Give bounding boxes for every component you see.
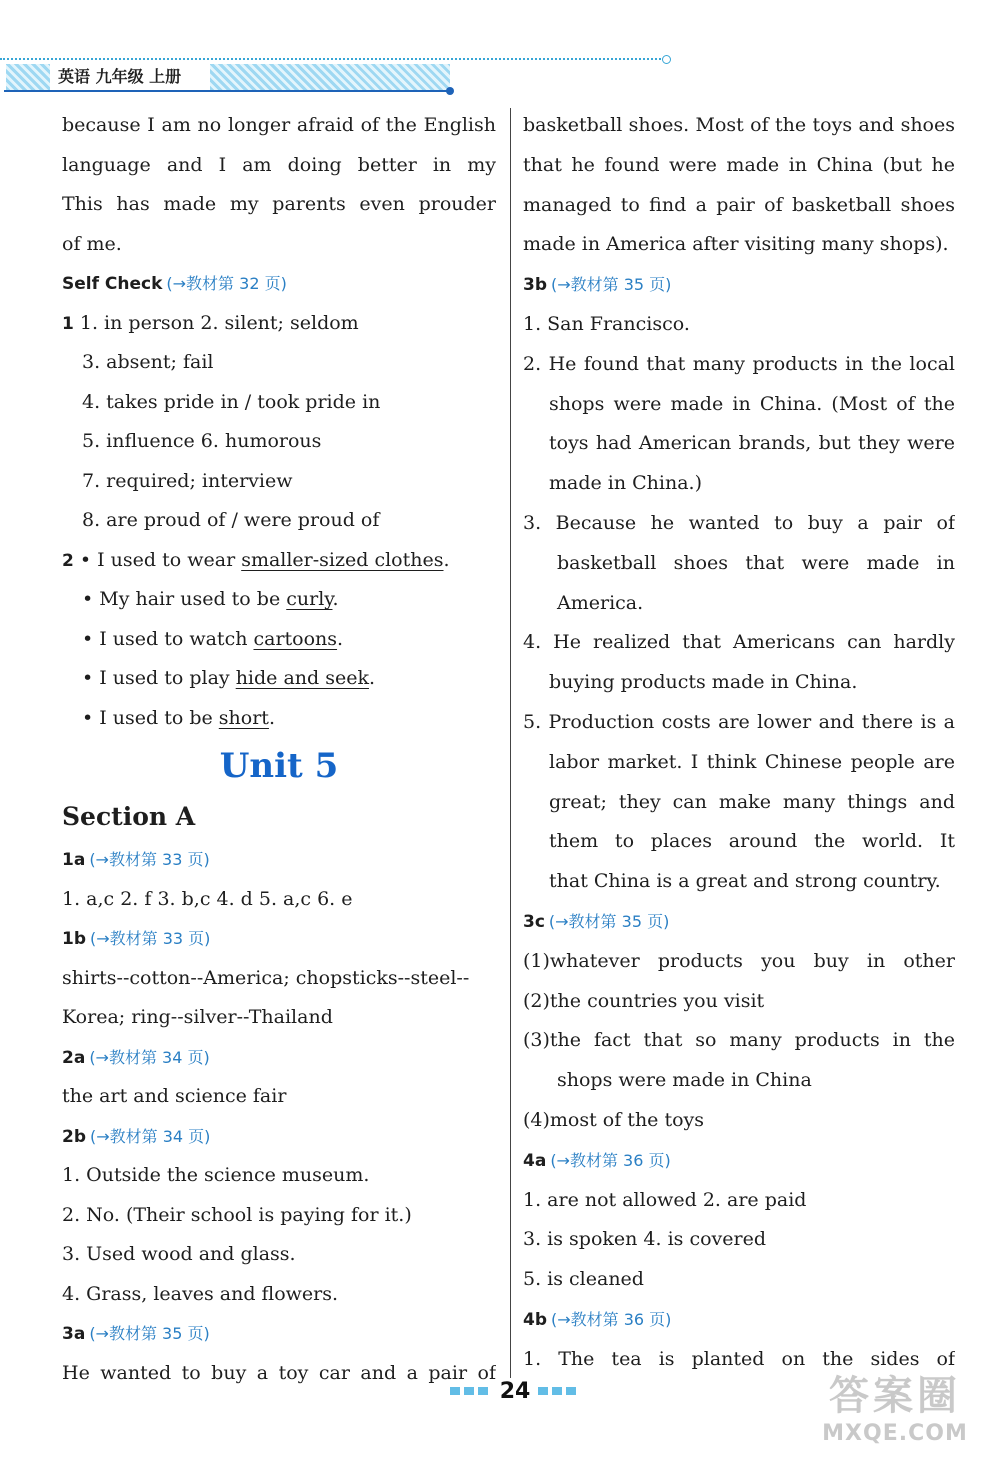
answer-line: shirts--cotton--America; chopsticks--steel-- <box>62 966 470 989</box>
underlined-answer: curly <box>286 588 333 610</box>
question-number: 2 <box>62 550 74 571</box>
paragraph-line: language and I am doing better in my <box>62 153 496 176</box>
question-label: 1b <box>62 929 86 949</box>
section-title: Section A <box>62 802 196 831</box>
answer-text: • I used to be <box>82 706 219 729</box>
answer-line: America. <box>557 591 644 614</box>
question-heading <box>62 919 496 959</box>
answer-line: basketball shoes that were made in <box>557 551 955 574</box>
answer-line: great; they can make many things and <box>549 790 955 813</box>
answer-line: 3. is spoken 4. is covered <box>523 1228 767 1251</box>
paragraph-line: This has made my parents even prouder <box>62 193 496 215</box>
question-heading <box>62 1038 496 1078</box>
question-label: 3a <box>62 1324 86 1344</box>
answer-line: made in America after visiting many shops). <box>523 233 949 256</box>
textbook-page-ref: (→教材第 35 页) <box>548 911 670 931</box>
answer-text: • I used to watch <box>82 627 254 650</box>
underlined-answer: hide and seek <box>235 667 369 689</box>
answer-line: made in China.) <box>549 472 703 495</box>
question-number: 1 <box>62 313 74 334</box>
textbook-page-ref: (→教材第 35 页) <box>89 1324 210 1343</box>
answer-line: 1. The tea is planted on the sides of <box>523 1347 955 1370</box>
question-label: 4a <box>523 1150 547 1171</box>
question-label: 4b <box>523 1309 547 1330</box>
header-ring-ornament <box>662 55 671 64</box>
answer-list-3b <box>523 305 955 902</box>
question-label: 3b <box>523 275 547 296</box>
answer-text: . <box>268 706 275 729</box>
question-heading <box>523 1300 955 1340</box>
page-ornament-right <box>538 1387 580 1395</box>
header-underline <box>4 90 450 92</box>
answer-line: buying products made in China. <box>549 671 858 694</box>
header-dot-ornament <box>446 87 454 95</box>
textbook-page-ref: (→教材第 33 页) <box>89 850 210 869</box>
answer-line: managed to find a pair of basketball shoes <box>523 193 955 216</box>
header-dotted-rule <box>0 58 665 60</box>
question-heading <box>62 840 496 880</box>
question-label: 1a <box>62 850 86 870</box>
answer-line: 5. is cleaned <box>523 1268 644 1291</box>
answer-line: (1)whatever products you buy in other <box>523 949 955 972</box>
question-heading <box>62 1117 496 1157</box>
answer-line: 2. He found that many products in the local <box>523 352 955 375</box>
answer-line: He wanted to buy a toy car and a pair of <box>62 1361 496 1384</box>
answer-line: 1. San Francisco. <box>523 312 690 335</box>
left-column <box>62 106 496 1393</box>
answer-line: 3. Used wood and glass. <box>62 1243 296 1265</box>
answer-list-3c <box>523 942 955 1141</box>
book-title: 英语 九年级 上册 <box>52 64 208 90</box>
answer-line: the art and science fair <box>62 1085 287 1107</box>
watermark-logo <box>800 1372 990 1454</box>
paragraph-line: of me. <box>62 232 122 255</box>
answer-line <box>62 699 496 739</box>
answer-line: labor market. I think Chinese people are <box>549 750 955 773</box>
watermark-url: MXQE.COM <box>822 1421 968 1446</box>
answer-line: that he found were made in China (but he <box>523 153 955 176</box>
self-check-heading <box>62 264 496 304</box>
textbook-page-ref: (→教材第 35 页) <box>551 275 672 295</box>
answer-text: • I used to play <box>82 667 236 689</box>
underlined-answer: smaller-sized clothes <box>241 548 444 571</box>
answer-line: 4. Grass, leaves and flowers. <box>62 1282 339 1305</box>
answer-line: 2. No. (Their school is paying for it.) <box>62 1203 412 1226</box>
answer-text: . <box>368 667 376 689</box>
page-header <box>0 0 1000 100</box>
answer-line: 3. Because he wanted to buy a pair of <box>523 511 955 534</box>
answer-line: (3)the fact that so many products in the <box>523 1029 955 1052</box>
unit-title: Unit 5 <box>219 746 339 786</box>
paragraph-line: because I am no longer afraid of the English <box>62 114 496 136</box>
textbook-page-ref: (→教材第 34 页) <box>89 1047 210 1067</box>
question-heading <box>523 902 955 942</box>
question-label: 3c <box>523 911 545 932</box>
watermark-title: 答案圈 <box>829 1373 961 1419</box>
answer-line: Korea; ring--silver--Thailand <box>62 1006 333 1028</box>
answer-line: (2)the countries you visit <box>523 989 765 1012</box>
column-divider <box>510 108 511 1378</box>
answer-line <box>62 620 496 660</box>
question-heading <box>523 265 955 305</box>
answer-line: 8. are proud of / were proud of <box>82 509 380 531</box>
answer-line: 4. He realized that Americans can hardly <box>523 631 955 654</box>
textbook-page-ref: (→教材第 36 页) <box>551 1309 672 1329</box>
page-number: 24 <box>499 1378 531 1404</box>
answer-line: basketball shoes. Most of the toys and shoes <box>523 114 955 136</box>
answer-text: 1. in person 2. silent; seldom <box>79 311 359 334</box>
answer-line <box>62 304 496 344</box>
underlined-answer: cartoons <box>253 627 338 650</box>
answer-text: . <box>443 548 450 571</box>
header-hatched-band-right <box>210 64 450 90</box>
answer-line <box>62 541 496 581</box>
question-heading <box>523 1141 955 1181</box>
underlined-answer: short <box>218 706 269 729</box>
page-number-block <box>440 1374 590 1408</box>
answer-line: toys had American brands, but they were <box>549 432 955 455</box>
answer-line <box>62 659 496 699</box>
textbook-page-ref: (→教材第 34 页) <box>90 1126 211 1146</box>
textbook-page-ref: (→教材第 36 页) <box>550 1150 671 1170</box>
answer-text: • I used to wear <box>79 548 242 571</box>
answer-line: 3. absent; fail <box>82 351 214 373</box>
answer-line: 5. Production costs are lower and there is a <box>523 710 955 733</box>
question-label: 2a <box>62 1047 86 1068</box>
answer-line: 1. Outside the science museum. <box>62 1164 370 1186</box>
answer-line: them to places around the world. It <box>549 830 955 853</box>
textbook-page-ref: (→教材第 33 页) <box>90 929 211 948</box>
answer-line: (4)most of the toys <box>523 1108 705 1131</box>
answer-line: that China is a great and strong country. <box>549 870 941 893</box>
answer-line: 7. required; interview <box>82 469 293 492</box>
header-hatched-band-left <box>6 64 50 90</box>
question-label: 2b <box>62 1126 86 1147</box>
right-column <box>523 106 955 1380</box>
textbook-page-ref: (→教材第 32 页) <box>166 274 287 293</box>
answer-line: shops were made in China <box>557 1069 812 1092</box>
answer-line: shops were made in China. (Most of the <box>549 392 955 415</box>
answer-text: . <box>332 588 339 610</box>
answer-text: • My hair used to be <box>82 588 287 610</box>
question-heading <box>62 1314 496 1354</box>
answer-line <box>62 580 496 620</box>
answer-line: 1. are not allowed 2. are paid <box>523 1188 807 1211</box>
answer-text: . <box>337 627 344 650</box>
answer-line: 1. a,c 2. f 3. b,c 4. d 5. a,c 6. e <box>62 887 353 910</box>
heading-label: Self Check <box>62 274 163 294</box>
answer-line: 5. influence 6. humorous <box>82 430 322 452</box>
page-ornament-left <box>450 1387 492 1395</box>
answer-line: 4. takes pride in / took pride in <box>82 390 381 413</box>
